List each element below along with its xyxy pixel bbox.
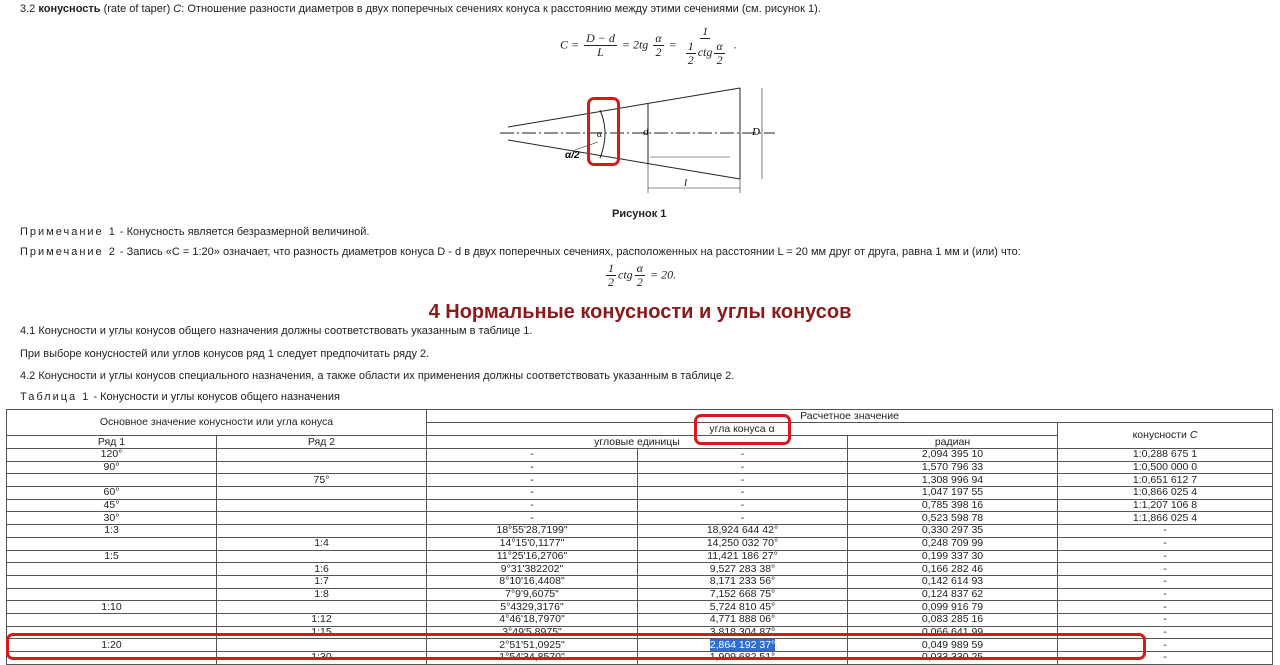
cell-angle-deg: 14,250 032 70° xyxy=(638,537,848,550)
cell-row2: 1:6 xyxy=(217,563,427,576)
cell-angle-deg: - xyxy=(638,474,848,487)
formula-fraction-1: $\frac{D - d}{L}$ xyxy=(586,31,615,60)
cell-angle-dms: 4°46'18,7970" xyxy=(427,613,638,626)
table-row xyxy=(7,512,1273,525)
cone-figure xyxy=(500,80,780,195)
table-row xyxy=(7,601,1273,614)
cell-row2 xyxy=(217,461,427,474)
table-row xyxy=(7,525,1273,538)
cell-row2 xyxy=(217,449,427,462)
table-row xyxy=(7,474,1273,487)
cell-row2: 1:8 xyxy=(217,588,427,601)
header-calc: Расчетное значение xyxy=(427,410,1273,423)
header-main: Основное значение конусности или угла конуса xyxy=(7,410,427,436)
cell-angle-deg: 3,818 304 87° xyxy=(638,626,848,639)
table-row xyxy=(7,588,1273,601)
cell-row2: 1:7 xyxy=(217,575,427,588)
cell-angle-dms: 3°49'5,8975" xyxy=(427,626,638,639)
cell-radian: 0,330 297 35 xyxy=(848,525,1058,538)
cell-row1 xyxy=(7,588,217,601)
cell-radian: 1,570 796 33 xyxy=(848,461,1058,474)
cell-row2 xyxy=(217,525,427,538)
header-units: угловые единицы xyxy=(427,436,848,449)
cell-row2 xyxy=(217,487,427,500)
note-1: Примечание 1 - Конусность является безразмерной величиной. xyxy=(20,226,370,238)
cell-taper: 1:0,288 675 1 xyxy=(1058,449,1273,462)
cell-row2: 1:30 xyxy=(217,652,427,665)
paragraph-4-2: 4.2 Конусности и углы конусов специального назначения, а также области их применения должны соответствовать указанным в таблице 2. xyxy=(20,370,735,382)
ctg-formula: $\frac{1}{2}$ ctg $\frac{\alpha}{2}$ = 20. xyxy=(608,261,677,289)
cell-taper: - xyxy=(1058,626,1273,639)
cell-row1: 1:10 xyxy=(7,601,217,614)
cell-radian: 0,066 641 99 xyxy=(848,626,1058,639)
cell-angle-deg: 8,171 233 56° xyxy=(638,575,848,588)
paragraph-choice: При выборе конусностей или углов конусов ряд 1 следует предпочитать ряду 2. xyxy=(20,348,430,360)
cell-taper: - xyxy=(1058,652,1273,665)
cell-radian: 0,124 837 62 xyxy=(848,588,1058,601)
cell-radian: 0,785 398 16 xyxy=(848,499,1058,512)
cell-angle-dms: 9°31'382202" xyxy=(427,563,638,576)
note-2: Примечание 2 - Запись «С = 1:20» означает, что разность диаметров конуса D - d в двух поперечных сечениях, расположенных на расстоянии L = 20 мм друг от друга, равна 1 мм и (или) что: xyxy=(20,246,1021,258)
definition-term: конусность xyxy=(38,3,101,15)
l-label: l xyxy=(684,177,688,189)
definition-line xyxy=(20,3,821,15)
cell-row1 xyxy=(7,537,217,550)
cone-upper-edge xyxy=(508,88,740,127)
cell-taper: - xyxy=(1058,525,1273,538)
cell-angle-dms: 8°10'16,4408" xyxy=(427,575,638,588)
table-row xyxy=(7,499,1273,512)
table-row xyxy=(7,613,1273,626)
alpha-highlight-box xyxy=(587,97,620,166)
cell-row1: 120° xyxy=(7,449,217,462)
D-label: D xyxy=(752,126,760,138)
angle-header-highlight-box xyxy=(694,414,791,445)
cell-radian: 0,199 337 30 xyxy=(848,550,1058,563)
table-row xyxy=(7,461,1273,474)
cone-lower-edge xyxy=(508,140,740,179)
header-taper: конусности C xyxy=(1058,423,1273,449)
cell-angle-deg: - xyxy=(638,487,848,500)
cell-row1 xyxy=(7,575,217,588)
cell-taper: - xyxy=(1058,601,1273,614)
table-caption: Таблица 1 - Конусности и углы конусов общего назначения xyxy=(20,391,340,403)
cell-radian: 0,248 709 99 xyxy=(848,537,1058,550)
cell-angle-deg: 9,527 283 38° xyxy=(638,563,848,576)
cell-radian: 0,523 598 78 xyxy=(848,512,1058,525)
cell-radian: 0,099 916 79 xyxy=(848,601,1058,614)
cell-angle-deg: 11,421 186 27° xyxy=(638,550,848,563)
table-row xyxy=(7,563,1273,576)
cell-radian: 2,094 395 10 xyxy=(848,449,1058,462)
cell-row2 xyxy=(217,512,427,525)
taper-formula: C = $\frac{D - d}{L}$ = 2tg $\frac{\alpha}{2}$ = 1 $\frac{1}{2}$ ctg $\frac{\alpha}{2}$ . xyxy=(560,24,737,67)
d-label: d xyxy=(643,126,649,138)
cell-row1: 90° xyxy=(7,461,217,474)
table-body xyxy=(7,449,1273,665)
cell-row1: 1:20 xyxy=(7,639,217,652)
cell-row1: 30° xyxy=(7,512,217,525)
cell-angle-dms: 1°54'34,8570" xyxy=(427,652,638,665)
formula-fraction-3: 1 $\frac{1}{2}$ ctg $\frac{\alpha}{2}$ xyxy=(687,24,723,67)
alpha-half-label: α/2 xyxy=(565,150,580,161)
table-row xyxy=(7,449,1273,462)
definition-term-en: (rate of taper) xyxy=(103,3,171,15)
cell-radian: 1,047 197 55 xyxy=(848,487,1058,500)
cell-row2 xyxy=(217,601,427,614)
cell-taper: - xyxy=(1058,550,1273,563)
cell-taper: 1:1,207 106 8 xyxy=(1058,499,1273,512)
cell-angle-deg: - xyxy=(638,449,848,462)
header-radian: радиан xyxy=(848,436,1058,449)
formula-eq: = xyxy=(668,37,677,52)
cell-row2: 1:12 xyxy=(217,613,427,626)
cell-angle-dms: - xyxy=(427,512,638,525)
table-row xyxy=(7,550,1273,563)
cell-row1 xyxy=(7,563,217,576)
cell-row1 xyxy=(7,474,217,487)
formula-lhs: C = xyxy=(560,37,580,52)
cell-row2 xyxy=(217,550,427,563)
header-row1: Ряд 1 xyxy=(7,436,217,449)
cell-radian: 0,142 614 93 xyxy=(848,575,1058,588)
cell-angle-deg: - xyxy=(638,461,848,474)
cell-row2: 1:15 xyxy=(217,626,427,639)
cell-taper: - xyxy=(1058,588,1273,601)
cell-angle-dms: - xyxy=(427,449,638,462)
cell-radian: 0,033 330 25 xyxy=(848,652,1058,665)
table-row xyxy=(7,575,1273,588)
cell-angle-dms: - xyxy=(427,499,638,512)
cell-row2: 1:4 xyxy=(217,537,427,550)
cell-row2: 75° xyxy=(217,474,427,487)
definition-symbol: C xyxy=(173,3,182,15)
cell-angle-deg: - xyxy=(638,499,848,512)
cell-row2 xyxy=(217,499,427,512)
cell-angle-deg: 4,771 888 06° xyxy=(638,613,848,626)
cell-radian: 0,083 285 16 xyxy=(848,613,1058,626)
figure-caption: Рисунок 1 xyxy=(612,208,667,220)
definition-number: 3.2 xyxy=(20,3,36,15)
cell-angle-dms: - xyxy=(427,461,638,474)
header-angle: угла конуса α xyxy=(427,423,1058,436)
cell-taper: - xyxy=(1058,575,1273,588)
header-row2: Ряд 2 xyxy=(217,436,427,449)
cell-angle-dms: 14°15'0,1177" xyxy=(427,537,638,550)
cell-angle-deg: 18,924 644 42° xyxy=(638,525,848,538)
cell-taper: 1:0,651 612 7 xyxy=(1058,474,1273,487)
cell-angle-deg: 5,724 810 45° xyxy=(638,601,848,614)
cell-row1: 45° xyxy=(7,499,217,512)
row-1-20-highlight-box xyxy=(6,633,1146,660)
cell-angle-dms: - xyxy=(427,474,638,487)
table-row xyxy=(7,537,1273,550)
cell-row1: 1:3 xyxy=(7,525,217,538)
cell-angle-dms: 7°9'9,6075" xyxy=(427,588,638,601)
formula-fraction-2: $\frac{\alpha}{2}$ xyxy=(655,31,662,60)
cell-angle-dms: 18°55'28,7199" xyxy=(427,525,638,538)
cell-taper: - xyxy=(1058,563,1273,576)
cell-angle-dms: 11°25'16,2706" xyxy=(427,550,638,563)
taper-table xyxy=(6,409,1273,665)
cell-taper: 1:0,500 000 0 xyxy=(1058,461,1273,474)
cell-taper: - xyxy=(1058,613,1273,626)
cell-angle-deg: 1,909 682 51° xyxy=(638,652,848,665)
cell-angle-dms: - xyxy=(427,487,638,500)
cell-taper: - xyxy=(1058,537,1273,550)
cell-taper: 1:0,866 025 4 xyxy=(1058,487,1273,500)
cell-angle-dms: 2°51'51,0925" xyxy=(427,639,638,652)
formula-tg: = 2tg xyxy=(621,37,649,52)
cell-taper: - xyxy=(1058,639,1273,652)
cell-row1: 60° xyxy=(7,487,217,500)
cell-radian: 0,166 282 46 xyxy=(848,563,1058,576)
section-title: 4 Нормальные конусности и углы конусов xyxy=(428,301,852,323)
selected-text[interactable]: 2,864 192 37° xyxy=(709,638,776,651)
cell-radian: 0,049 989 59 xyxy=(848,639,1058,652)
cell-radian: 1,308 996 94 xyxy=(848,474,1058,487)
cell-taper: 1:1,866 025 4 xyxy=(1058,512,1273,525)
cell-angle-deg: 7,152 668 75° xyxy=(638,588,848,601)
definition-text: : Отношение разности диаметров в двух поперечных сечениях конуса к расстоянию между этими сечениями (см. рисунок 1). xyxy=(181,3,821,15)
cell-angle-dms: 5°4329,3176" xyxy=(427,601,638,614)
cell-row1: 1:5 xyxy=(7,550,217,563)
cell-row1 xyxy=(7,613,217,626)
paragraph-4-1: 4.1 Конусности и углы конусов общего назначения должны соответствовать указанным в таблице 1. xyxy=(20,325,533,337)
cell-angle-deg: - xyxy=(638,512,848,525)
alpha-label: α xyxy=(597,129,603,140)
table-row xyxy=(7,487,1273,500)
